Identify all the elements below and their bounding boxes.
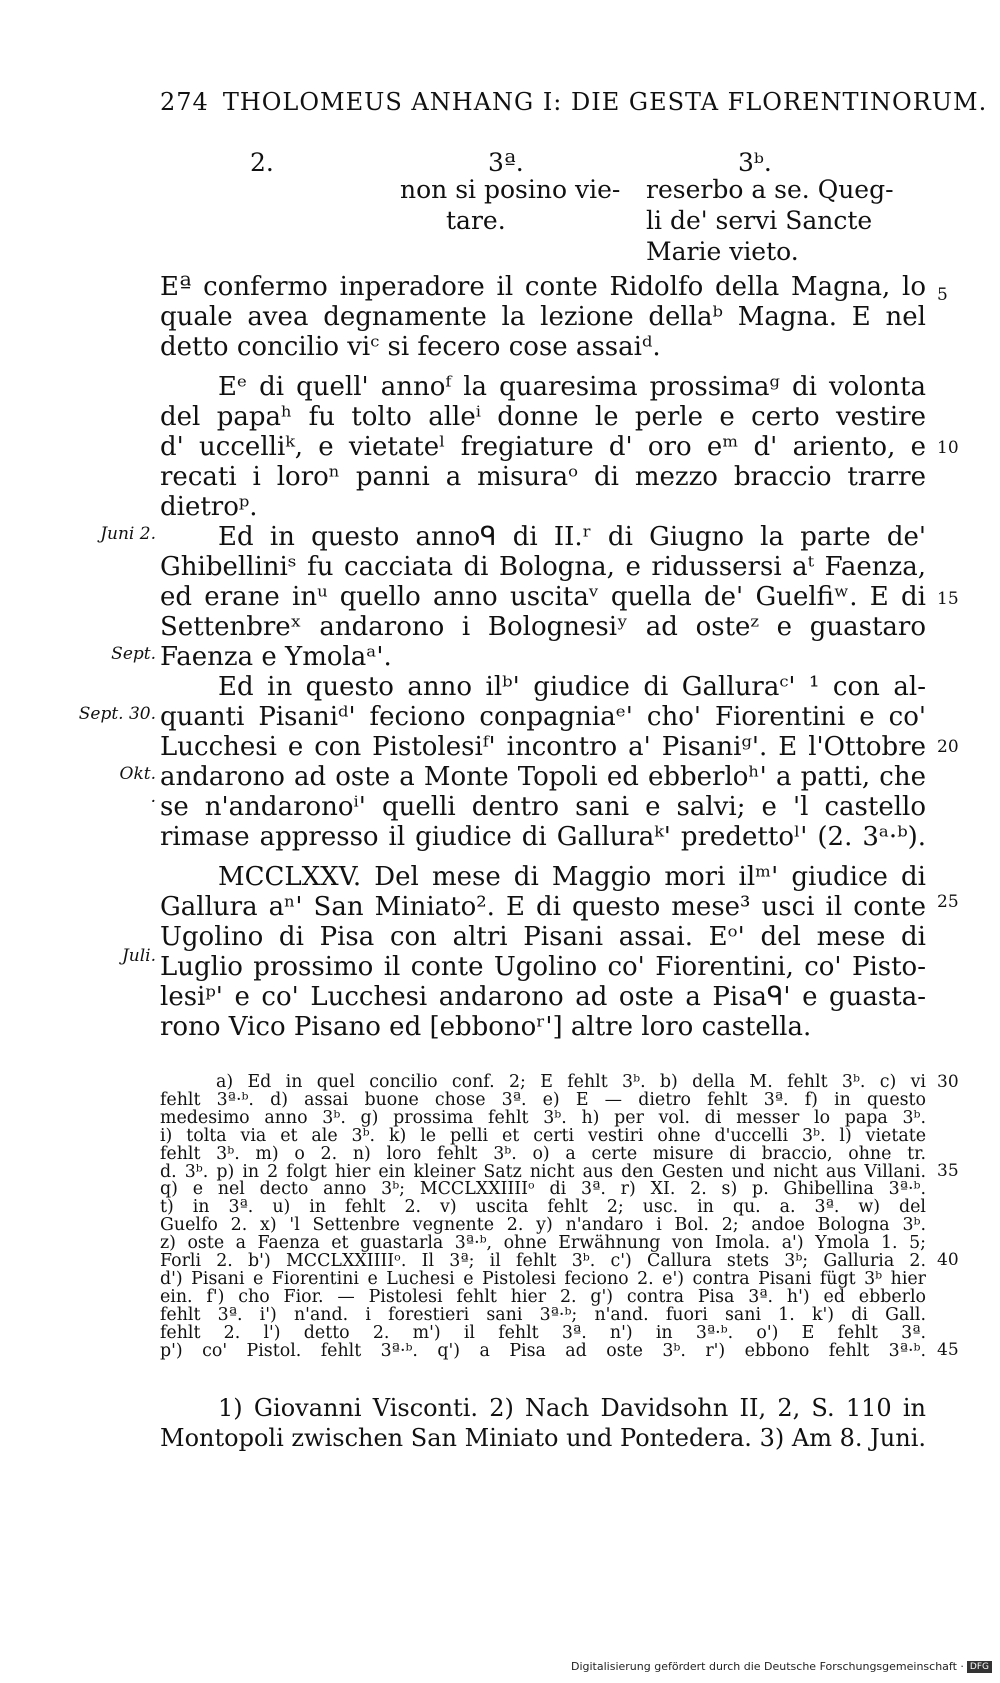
column-3b-text	[646, 174, 894, 267]
note-line: fehlt 3ᵇ. m) o 2. n) loro fehlt 3ᵇ. o) a certe misure di braccio, ohne tr.	[160, 1143, 926, 1164]
note-line: Guelfo 2. x) 'l Settenbre vegnente 2. y) n'andaro i Bol. 2; andoe Bologna 3ᵇ.	[160, 1215, 926, 1236]
text-line: andarono ad oste a Monte Topoli ed ebberloʰ' a patti, che	[160, 762, 926, 792]
note-line: d. 3ᵇ. p) in 2 folgt hier ein kleiner Satz nicht aus den Gesten und nicht aus Villani.	[160, 1161, 926, 1182]
text-line: dietroᵖ.	[160, 492, 258, 522]
text-line: lesiᵖ' e co' Lucchesi andarono ad oste a Pisaᑫ' e guasta-	[160, 982, 926, 1012]
text-line: Luglio prossimo il conte Ugolino co' Fiorentini, co' Pisto-	[160, 952, 926, 982]
text-line: detto concilio viᶜ si fecero cose assaiᵈ.	[160, 332, 661, 362]
text-line: se n'andaronoⁱ' quelli dentro sani e salvi; e 'l castello	[160, 792, 926, 822]
text-line: Settenbreˣ andarono i Bolognesiʸ ad osteᶻ e guastaro	[160, 612, 926, 642]
line-number-25: 25	[937, 892, 959, 912]
page-number: 274	[160, 88, 209, 116]
note-line: t) in 3ª. u) in fehlt 2. v) uscita fehlt 2; usc. in qu. a. 3ª. w) del	[160, 1197, 926, 1218]
text-line: quale avea degnamente la lezione dellaᵇ Magna. E nel	[160, 302, 926, 332]
main-text	[160, 272, 926, 1042]
digitization-credit	[571, 1660, 992, 1673]
line-number-20: 20	[937, 737, 959, 757]
text-line: Eª confermo inperadore il conte Ridolfo della Magna, lo	[160, 272, 926, 302]
column-3a-text	[400, 174, 621, 236]
margin-date-juni: Juni 2.	[100, 524, 156, 544]
paragraph-1	[160, 272, 926, 362]
line-number-10: 10	[937, 438, 959, 458]
text-line: Ed in questo anno ilᵇ' giudice di Galluraᶜ' ¹ con al-	[218, 672, 926, 702]
note-line: medesimo anno 3ᵇ. g) prossima fehlt 3ᵇ. h) per vol. di messer lo papa 3ᵇ.	[160, 1107, 926, 1128]
text-line: quanti Pisaniᵈ' feciono conpagniaᵉ' cho' Fiorentini e co'	[160, 702, 926, 732]
column-3b-line: Marie vieto.	[646, 237, 799, 266]
margin-dot: ·	[150, 792, 156, 812]
paragraph-5	[160, 862, 926, 1042]
paragraph-2	[160, 372, 926, 522]
text-line: del papaʰ fu tolto alleⁱ donne le perle e certo vestire	[160, 402, 926, 432]
margin-date-okt: Okt.	[119, 764, 156, 784]
footnote-line: Montopoli zwischen San Miniato und Pontedera. 3) Am 8. Juni.	[160, 1424, 926, 1452]
text-line: ed erane inᵘ quello anno uscitaᵛ quella de' Guelfiʷ. E di	[160, 582, 926, 612]
text-line: recati i loroⁿ panni a misuraᵒ di mezzo braccio trarre	[160, 462, 926, 492]
text-line: Ed in questo annoᑫ di II.ʳ di Giugno la parte de'	[218, 522, 926, 552]
column-label-2: 2.	[250, 148, 274, 177]
paragraph-4	[160, 672, 926, 852]
text-line: rimase appresso il giudice di Galluraᵏ' predettoˡ' (2. 3ᵃ·ᵇ).	[160, 822, 926, 852]
paragraph-3	[160, 522, 926, 672]
note-line: z) oste a Faenza et guastarla 3ª·ᵇ, ohne Erwähnung von Imola. a') Ymola 1. 5;	[160, 1233, 926, 1254]
note-line: q) e nel decto anno 3ᵇ; MCCLXXIIIIᵒ di 3ª. r) XI. 2. s) p. Ghibellina 3ª·ᵇ.	[160, 1179, 926, 1200]
margin-date-juli: Juli.	[121, 946, 156, 966]
column-label-3b: 3ᵇ.	[738, 148, 772, 177]
text-line: Ugolino di Pisa con altri Pisani assai. Eᵒ' del mese di	[160, 922, 926, 952]
line-number-35: 35	[937, 1161, 959, 1181]
note-line: a) Ed in quel concilio conf. 2; E fehlt 3ᵇ. b) della M. fehlt 3ᵇ. c) vi	[216, 1072, 926, 1092]
margin-date-sept: Sept.	[111, 644, 156, 664]
line-number-30: 30	[937, 1072, 959, 1092]
line-number-45: 45	[937, 1340, 959, 1360]
text-line: Ghibelliniˢ fu cacciata di Bologna, e ridussersi aᵗ Faenza,	[160, 552, 926, 582]
dfg-logo: DFG	[967, 1661, 992, 1673]
footnotes	[160, 1393, 926, 1453]
running-header	[160, 88, 988, 116]
text-line: Eᵉ di quell' annoᶠ la quaresima prossimaᵍ di volonta	[218, 372, 926, 402]
margin-date-sept30: Sept. 30.	[78, 704, 156, 724]
line-number-40: 40	[937, 1250, 959, 1270]
note-line: d') Pisani e Fiorentini e Luchesi e Pistolesi feciono 2. e') contra Pisani fügt 3ᵇ hier	[160, 1268, 926, 1289]
text-line: d' uccelliᵏ, e vietateˡ fregiature d' oro eᵐ d' ariento, e	[160, 432, 926, 462]
note-line: p') co' Pistol. fehlt 3ª·ᵇ. q') a Pisa ad oste 3ᵇ. r') ebbono fehlt 3ª·ᵇ.	[160, 1340, 926, 1361]
note-line: fehlt 2. l') detto 2. m') il fehlt 3ª. n') in 3ª·ᵇ. o') E fehlt 3ª.	[160, 1322, 926, 1343]
text-line: rono Vico Pisano ed [ebbonoʳ'] altre loro castella.	[160, 1012, 812, 1042]
column-3a-line: non si posino vie-	[400, 175, 621, 204]
line-number-5: 5	[937, 285, 948, 305]
note-line: ein. f') cho Fior. — Pistolesi fehlt hier 2. g') contra Pisa 3ª. h') ed ebberlo	[160, 1286, 926, 1307]
footnote-line: 1) Giovanni Visconti. 2) Nach Davidsohn II, 2, S. 110 in	[218, 1394, 926, 1422]
variant-apparatus	[160, 1072, 959, 1361]
running-title: THOLOMEUS ANHANG I: DIE GESTA FLORENTINORUM.	[222, 88, 988, 116]
column-3a-line: tare.	[446, 206, 506, 235]
text-line: MCCLXXV. Del mese di Maggio mori ilᵐ' giudice di	[218, 862, 926, 892]
column-label-3a: 3ª.	[488, 148, 524, 177]
credit-text: Digitalisierung gefördert durch die Deutsche Forschungsgemeinschaft ·	[570, 1660, 964, 1673]
column-3b-line: reserbo a se. Queg-	[646, 175, 894, 204]
text-line: Faenza e Ymolaᵃ'.	[160, 642, 392, 672]
note-line: i) tolta via et ale 3ᵇ. k) le pelli et certi vestiri ohne d'uccelli 3ᵇ. l) vietate	[160, 1125, 926, 1146]
text-line: Gallura aⁿ' San Miniato². E di questo mese³ usci il conte	[160, 892, 926, 922]
column-3b-line: li de' servi Sancte	[646, 206, 873, 235]
line-number-15: 15	[937, 589, 959, 609]
note-line: Forli 2. b') MCCLXXIIIIᵒ. Il 3ª; il fehlt 3ᵇ. c') Callura stets 3ᵇ; Galluria 2.	[160, 1251, 926, 1272]
note-line: fehlt 3ª·ᵇ. d) assai buone chose 3ª. e) E — dietro fehlt 3ª. f) in questo	[160, 1089, 926, 1110]
note-line: fehlt 3ª. i') n'and. i forestieri sani 3ª·ᵇ; n'and. fuori sani 1. k') di Gall.	[160, 1304, 926, 1325]
text-line: Lucchesi e con Pistolesiᶠ' incontro a' Pisaniᵍ'. E l'Ottobre	[160, 732, 926, 762]
